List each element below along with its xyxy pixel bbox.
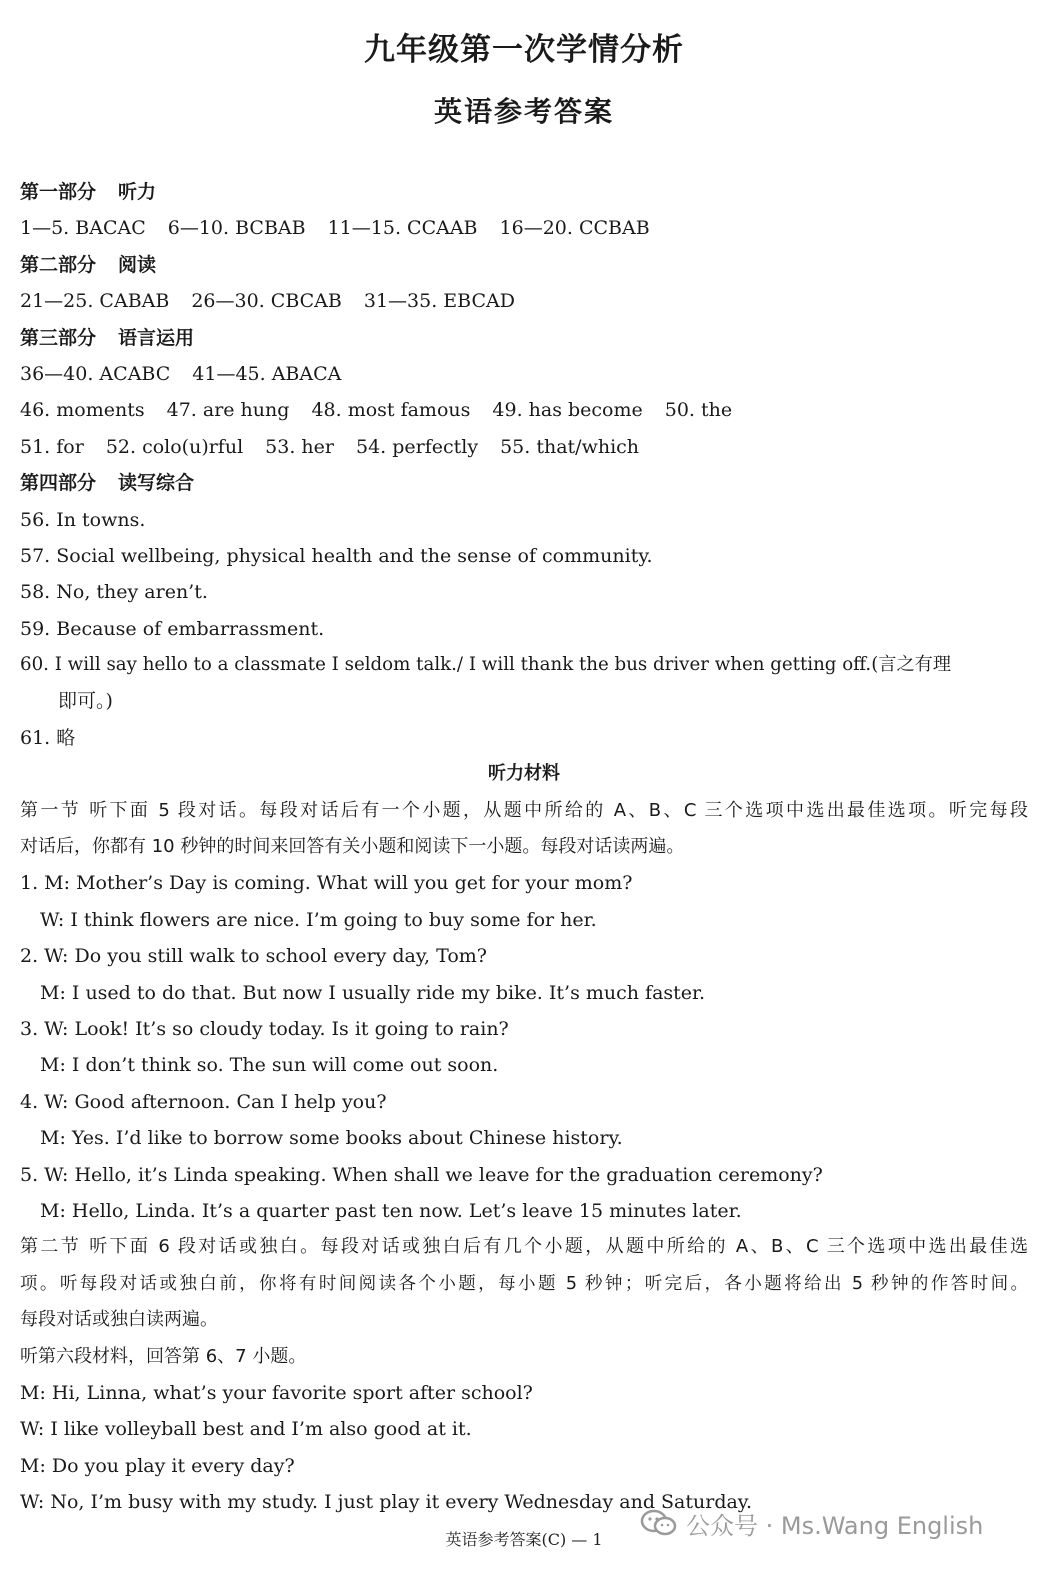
part1-label: 第一部分 <box>20 181 97 203</box>
watermark-text: 公众号 · Ms.Wang English <box>686 1511 984 1540</box>
dialogue-3-line-1: 3. W: Look! It’s so cloudy today. Is it going to rain? <box>20 1017 509 1040</box>
part3-answers-row1 <box>20 356 1028 392</box>
dialogue-5-line-1: 5. W: Hello, it’s Linda speaking. When shall we leave for the graduation ceremony? <box>20 1163 823 1186</box>
dialogue-2-line-1: 2. W: Do you still walk to school every day, Tom? <box>20 945 487 968</box>
document-title: 九年级第一次学情分析 <box>364 32 684 68</box>
dialogue-4-line-2: M: Yes. I’d like to borrow some books about Chinese history. <box>40 1127 623 1150</box>
listening-heading: 听力材料 <box>488 763 560 785</box>
part3-heading <box>20 320 1028 356</box>
answer-group: 36—40. ACABC <box>20 362 171 385</box>
part3-answers-row2 <box>20 392 1028 428</box>
answer-item: 53. her <box>265 435 334 458</box>
answer-56: 56. In towns. <box>20 508 146 531</box>
answer-group: 41—45. ABACA <box>192 362 342 385</box>
dialogue-5-line-2: M: Hello, Linda. It’s a quarter past ten now. Let’s leave 15 minutes later. <box>40 1199 742 1222</box>
section1-instructions: 第一节 听下面 5 段对话。每段对话后有一个小题，从题中所给的 A、B、C 三个选项中选出最佳选项。听完每段 <box>20 799 1028 821</box>
passage-6-line-2: W: I like volleyball best and I’m also good at it. <box>20 1418 472 1441</box>
answer-group: 6—10. BCBAB <box>167 217 306 240</box>
part3-name: 语言运用 <box>118 326 195 349</box>
answer-group: 16—20. CCBAB <box>499 217 650 240</box>
part1-name: 听力 <box>118 181 157 203</box>
part2-label: 第二部分 <box>20 253 97 276</box>
part1-heading <box>20 174 1028 210</box>
answer-group: 26—30. CBCAB <box>191 290 342 313</box>
answer-item: 52. colo(u)rful <box>105 435 244 458</box>
part1-answers <box>20 210 1028 246</box>
answer-item: 49. has become <box>492 399 643 422</box>
answer-group: 1—5. BACAC <box>20 217 146 240</box>
wechat-icon <box>640 1509 678 1537</box>
dialogue-4-line-1: 4. W: Good afternoon. Can I help you? <box>20 1090 387 1113</box>
answer-item: 54. perfectly <box>355 435 479 458</box>
section2-instructions-end: 每段对话或独白读两遍。 <box>20 1309 218 1331</box>
answer-item: 48. most famous <box>311 399 471 422</box>
part3-label: 第三部分 <box>20 326 97 349</box>
passage-6-line-3: M: Do you play it every day? <box>20 1454 295 1477</box>
dialogue-1-line-1: 1. M: Mother’s Day is coming. What will you get for your mom? <box>20 872 633 895</box>
passage-6-intro: 听第六段材料，回答第 6、7 小题。 <box>20 1345 307 1367</box>
watermark <box>640 1505 983 1541</box>
answer-57: 57. Social wellbeing, physical health and the sense of community. <box>20 544 653 567</box>
answer-item: 47. are hung <box>166 399 290 422</box>
part2-heading <box>20 247 1028 283</box>
dialogue-2-line-2: M: I used to do that. But now I usually ride my bike. It’s much faster. <box>40 981 706 1004</box>
part2-name: 阅读 <box>118 253 157 276</box>
answer-group: 11—15. CCAAB <box>327 217 478 240</box>
part2-answers <box>20 283 1028 319</box>
document-subtitle: 英语参考答案 <box>433 95 614 128</box>
section1-instructions-cont: 对话后，你都有 10 秒钟的时间来回答有关小题和阅读下一小题。每段对话读两遍。 <box>20 836 685 858</box>
section2-instructions: 第二节 听下面 6 段对话或独白。每段对话或独白后有几个小题，从题中所给的 A、B、C 三个选项中选出最佳选 <box>20 1236 1028 1258</box>
dialogue-3-line-2: M: I don’t think so. The sun will come out soon. <box>40 1054 499 1077</box>
section2-instructions-cont: 项。听每段对话或独白前，你将有时间阅读各个小题，每小题 5 秒钟；听完后，各小题将给出 5 秒钟的作答时间。 <box>20 1273 1028 1294</box>
part3-answers-row3 <box>20 429 1028 465</box>
dialogue-1-line-2: W: I think flowers are nice. I’m going to buy some for her. <box>40 908 597 931</box>
answer-group: 31—35. EBCAD <box>363 290 515 313</box>
passage-6-line-1: M: Hi, Linna, what’s your favorite sport after school? <box>20 1381 533 1404</box>
part4-heading <box>20 465 1028 501</box>
answer-58: 58. No, they aren’t. <box>20 581 208 604</box>
passage-6-line-4: W: No, I’m busy with my study. I just play it every Wednesday and Saturday. <box>20 1491 753 1514</box>
answer-group: 21—25. CABAB <box>20 290 170 313</box>
part4-name: 读写综合 <box>118 472 195 495</box>
answer-59: 59. Because of embarrassment. <box>20 617 325 640</box>
part4-label: 第四部分 <box>20 472 97 495</box>
answer-content <box>20 174 1028 1520</box>
answer-item: 51. for <box>20 435 84 458</box>
answer-60: 60. I will say hello to a classmate I seldom talk./ I will thank the bus driver when getting off.(言之有理 <box>20 654 952 676</box>
answer-61: 61. 略 <box>20 726 76 749</box>
answer-item: 50. the <box>664 399 733 422</box>
answer-60-continued: 即可。) <box>58 690 113 713</box>
answer-item: 46. moments <box>20 399 145 422</box>
answer-item: 55. that/which <box>500 435 640 458</box>
page-footer: 英语参考答案(C) — 1 <box>445 1530 603 1549</box>
